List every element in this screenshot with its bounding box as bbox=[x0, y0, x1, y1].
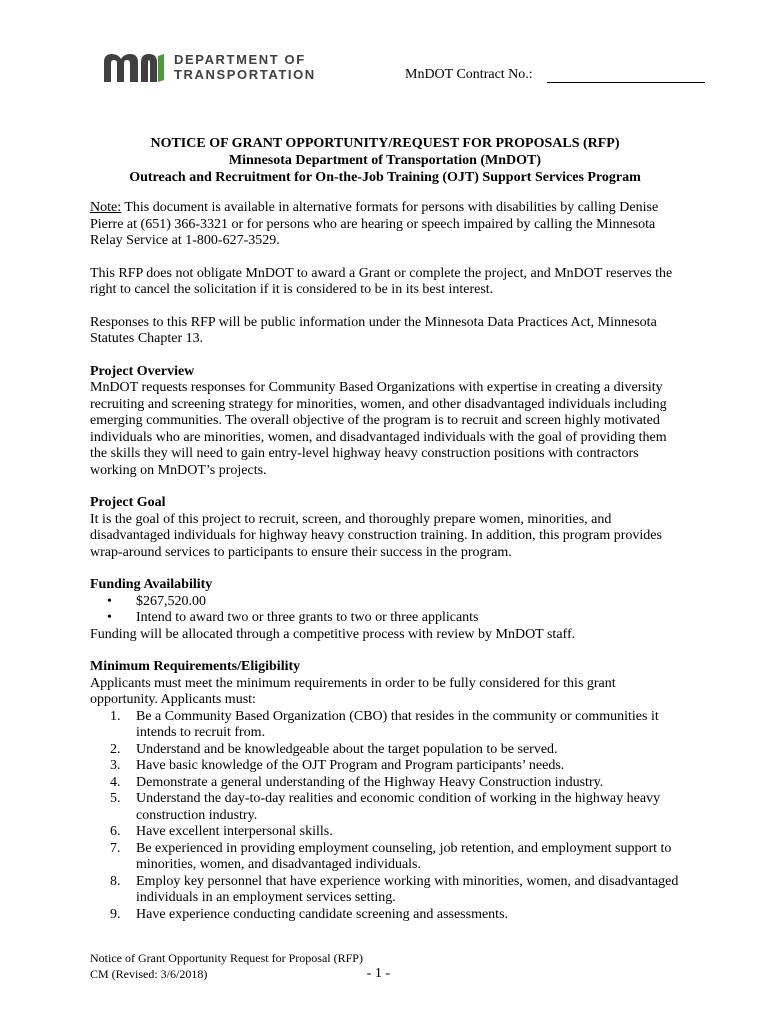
title-line-1: NOTICE OF GRANT OPPORTUNITY/REQUEST FOR PROPOSALS (RFP) bbox=[150, 136, 620, 151]
requirements-section bbox=[90, 659, 680, 923]
accessibility-note bbox=[90, 200, 680, 250]
item-number: 1. bbox=[110, 708, 121, 724]
item-number: 7. bbox=[110, 840, 121, 856]
mn-logo-icon bbox=[104, 52, 166, 82]
item-number: 6. bbox=[110, 824, 121, 839]
project-goal-text: It is the goal of this project to recruit, screen, and thoroughly prepare women, minorities, and disadvantaged individuals for highway heavy construction training. In addition, this program provides wrap-around services to participants to ensure their success in the program. bbox=[90, 511, 662, 560]
title-line-2: Minnesota Department of Transportation (MnDOT) bbox=[228, 153, 542, 168]
page-number: - 1 - bbox=[366, 966, 390, 981]
requirements-list bbox=[90, 709, 680, 924]
item-text: Be experienced in providing employment counseling, job retention, and employment support to minorities, women, and disadvantaged individuals. bbox=[136, 840, 672, 872]
footer-row bbox=[90, 966, 420, 982]
project-overview-heading: Project Overview bbox=[90, 363, 195, 379]
requirements-intro: Applicants must meet the minimum requirements in order to be fully considered for this grant opportunity. Applicants must: bbox=[90, 675, 616, 707]
title-line-3: Outreach and Recruitment for On-the-Job Training (OJT) Support Services Program bbox=[129, 170, 641, 185]
obligation-paragraph: This RFP does not obligate MnDOT to award a Grant or complete the project, and MnDOT reserves the right to cancel the solicitation if it is considered to be in its best interest. bbox=[90, 265, 673, 297]
project-overview-text: MnDOT requests responses for Community Based Organizations with expertise in creating a diversity recruiting and screening strategy for minorities, women, and other disadvantaged individuals including emerging communities. The overall objective of the program is to recruit and screen highly motivated individuals who are minorities, women, and disadvantaged individuals with the goal of providing them the skills they will need to gain entry-level highway heavy construction positions with contractors working on MnDOT’s projects. bbox=[90, 380, 667, 478]
logo-line-2: TRANSPORTATION bbox=[174, 67, 316, 82]
note-text: This document is available in alternative formats for persons with disabilities by calling Denise Pierre at (651) 366-3321 or for persons who are hearing or speech impaired by calling the Minnesota Relay Service at 1-800-627-3529. bbox=[90, 200, 659, 248]
item-text: Employ key personnel that have experience working with minorities, women, and disadvantaged individuals in an employment services setting. bbox=[136, 873, 679, 905]
item-text: Have experience conducting candidate screening and assessments. bbox=[136, 906, 509, 922]
document-title bbox=[90, 135, 680, 186]
note-label: Note: bbox=[90, 200, 122, 215]
item-text: Have basic knowledge of the OJT Program and Program participants’ needs. bbox=[136, 758, 565, 773]
contract-number-field[interactable] bbox=[547, 69, 705, 83]
funding-list bbox=[90, 594, 680, 627]
funding-text: Funding will be allocated through a competitive process with review by MnDOT staff. bbox=[90, 626, 576, 642]
project-goal-heading: Project Goal bbox=[90, 495, 166, 510]
funding-heading: Funding Availability bbox=[90, 577, 213, 592]
page-footer bbox=[90, 950, 420, 982]
list-item bbox=[90, 775, 680, 792]
item-text: Demonstrate a general understanding of the Highway Heavy Construction industry. bbox=[136, 774, 604, 790]
contract-number bbox=[405, 67, 705, 83]
item-text: Be a Community Based Organization (CBO) that resides in the community or communities it intends to recruit from. bbox=[136, 708, 659, 740]
item-text: Have excellent interpersonal skills. bbox=[136, 824, 333, 839]
item-number: 8. bbox=[110, 873, 121, 889]
item-number: 5. bbox=[110, 791, 121, 806]
project-overview-section bbox=[90, 364, 680, 480]
list-item bbox=[90, 874, 680, 907]
item-number: 9. bbox=[110, 906, 121, 922]
footer-line-1: Notice of Grant Opportunity Request for Proposal (RFP) bbox=[90, 951, 363, 965]
public-info-paragraph: Responses to this RFP will be public information under the Minnesota Data Practices Act, Minnesota Statutes Chapter 13. bbox=[90, 314, 657, 346]
project-goal-section bbox=[90, 495, 680, 561]
footer-line-2: CM (Revised: 3/6/2018) bbox=[90, 967, 208, 981]
funding-amount: • $267,520.00 bbox=[90, 594, 680, 611]
list-item bbox=[90, 742, 680, 759]
logo-line-1: DEPARTMENT OF bbox=[174, 52, 306, 67]
mndot-logo bbox=[104, 52, 316, 82]
item-number: 4. bbox=[110, 774, 121, 790]
item-text: Understand the day-to-day realities and economic condition of working in the highway heavy construction industry. bbox=[136, 791, 661, 823]
item-number: 2. bbox=[110, 741, 121, 757]
list-item bbox=[90, 824, 680, 841]
logo-wordmark bbox=[174, 52, 316, 82]
list-item bbox=[90, 758, 680, 775]
funding-awards: • Intend to award two or three grants to two or three applicants bbox=[90, 610, 680, 627]
list-item bbox=[90, 791, 680, 824]
item-number: 3. bbox=[110, 758, 121, 773]
item-text: Understand and be knowledgeable about the target population to be served. bbox=[136, 741, 558, 757]
document-body bbox=[90, 200, 680, 939]
list-item bbox=[90, 709, 680, 742]
list-item bbox=[90, 907, 680, 924]
requirements-heading: Minimum Requirements/Eligibility bbox=[90, 659, 301, 674]
contract-label: MnDOT Contract No.: bbox=[405, 67, 533, 82]
funding-section bbox=[90, 577, 680, 643]
list-item bbox=[90, 841, 680, 874]
